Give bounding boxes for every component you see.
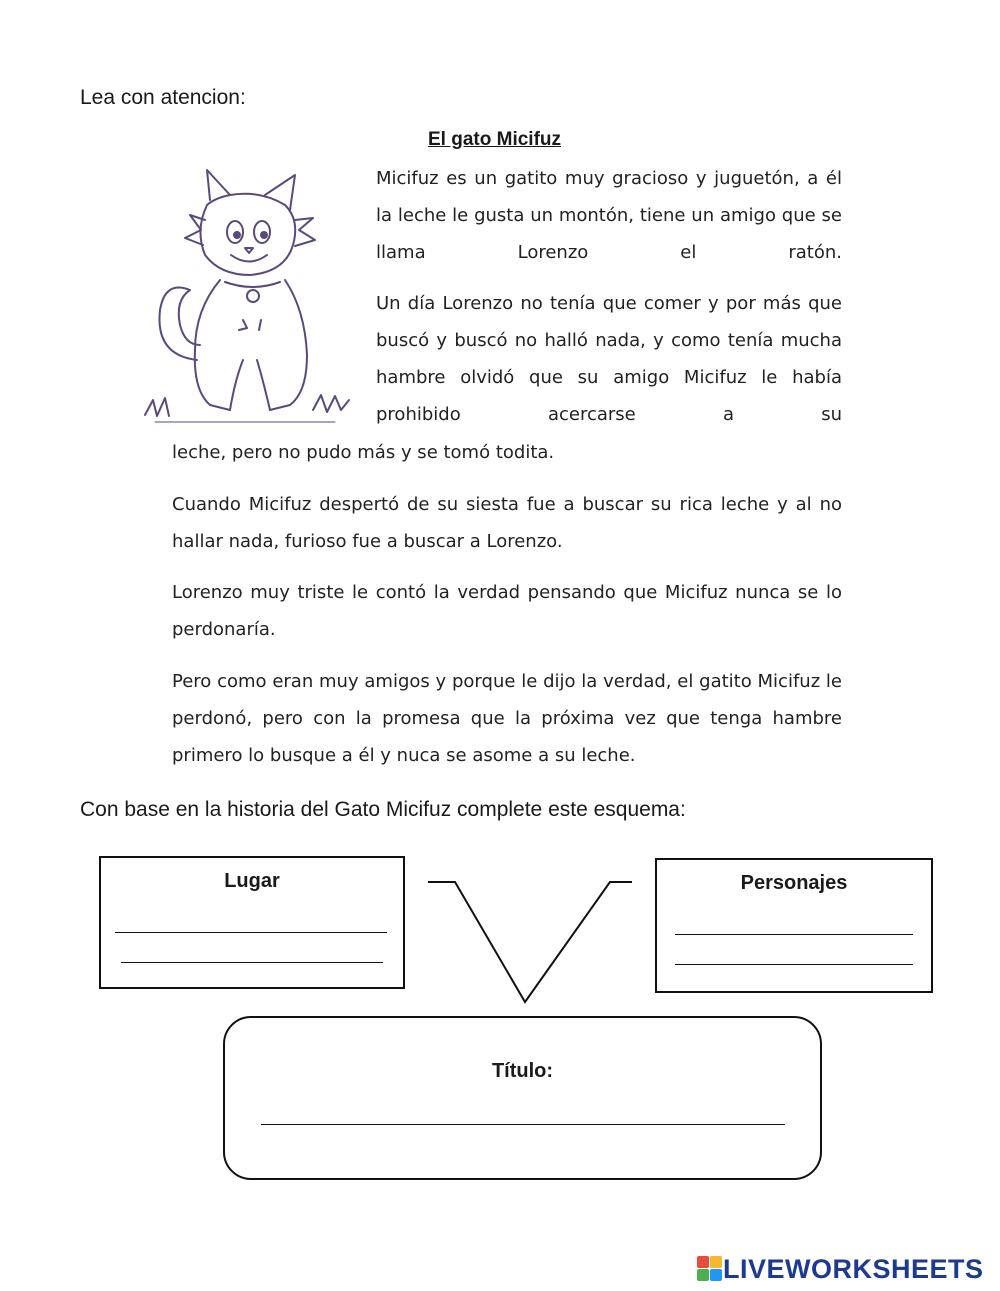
personajes-box bbox=[655, 858, 933, 993]
story-paragraph-5: Pero como eran muy amigos y porque le dijo la verdad, el gatito Micifuz le perdonó, pero con la promesa que la próxima vez que tenga hambre primero lo busque a él y nuca se asome a su leche. bbox=[172, 671, 842, 766]
titulo-box bbox=[223, 1016, 822, 1180]
story-paragraph-4: Lorenzo muy triste le contó la verdad pensando que Micifuz nunca se lo perdonaría. bbox=[172, 582, 842, 640]
lugar-answer-line-1[interactable] bbox=[115, 932, 387, 933]
liveworksheets-logo bbox=[697, 1254, 984, 1284]
logo-blocks-icon bbox=[697, 1256, 723, 1282]
instruction-text: Con base en la historia del Gato Micifuz complete este esquema: bbox=[80, 798, 686, 821]
story-paragraph-1: Micifuz es un gatito muy gracioso y juguetón, a él la leche le gusta un montón, tiene un amigo que se llama Lorenzo el ratón. bbox=[376, 168, 842, 263]
scheme-connector bbox=[420, 870, 640, 1010]
story-paragraph-3: Cuando Micifuz despertó de su siesta fue a buscar su rica leche y al no hallar nada, furioso fue a buscar a Lorenzo. bbox=[172, 494, 842, 552]
lugar-box bbox=[99, 856, 405, 989]
story-paragraph-2-end: leche, pero no pudo más y se tomó todita. bbox=[172, 442, 555, 463]
personajes-answer-line-1[interactable] bbox=[675, 934, 913, 935]
logo-text: LIVEWORKSHEETS bbox=[723, 1253, 984, 1284]
personajes-answer-line-2[interactable] bbox=[675, 964, 913, 965]
personajes-label: Personajes bbox=[740, 872, 848, 894]
story-title: El gato Micifuz bbox=[428, 129, 561, 150]
lugar-label: Lugar bbox=[224, 870, 280, 892]
story-paragraph-2: Un día Lorenzo no tenía que comer y por más que buscó y buscó no halló nada, y como tenía mucha hambre olvidó que su amigo Micifuz le había prohibido acercarse a su bbox=[376, 293, 842, 425]
titulo-label: Título: bbox=[491, 1060, 554, 1082]
intro-text: Lea con atencion: bbox=[80, 86, 246, 109]
titulo-answer-line[interactable] bbox=[261, 1124, 785, 1125]
lugar-answer-line-2[interactable] bbox=[121, 962, 383, 963]
cat-illustration bbox=[135, 160, 355, 430]
